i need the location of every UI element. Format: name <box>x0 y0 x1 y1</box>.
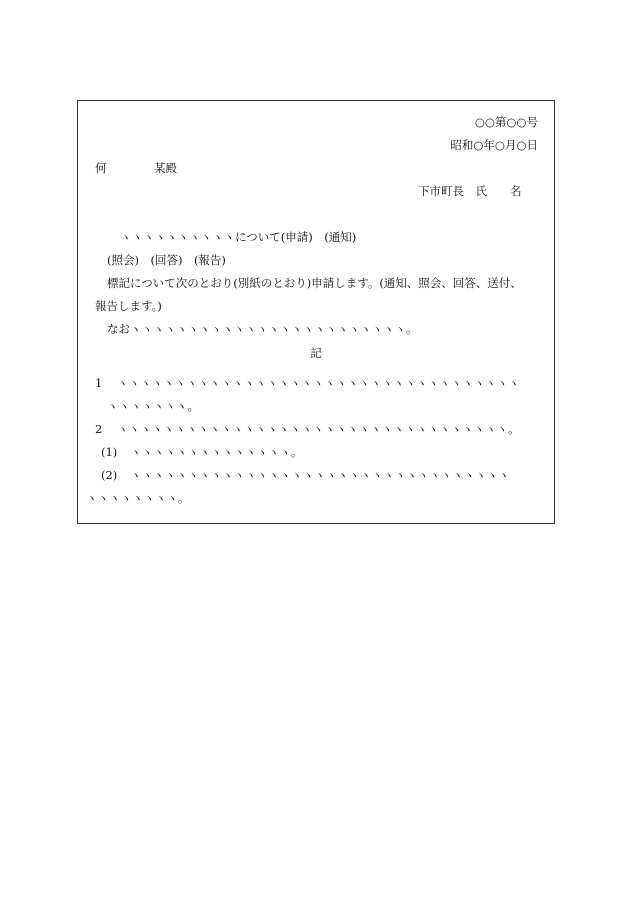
item-2-line-1: ヽヽヽヽヽヽヽヽヽヽヽヽヽヽヽヽヽヽヽヽヽヽヽヽヽヽヽヽヽヽヽヽヽヽ。 <box>117 422 520 436</box>
sender-name: 下市町長 氏 名 <box>418 184 522 198</box>
item-1-number: 1 <box>95 376 103 390</box>
sub-item-2-line-2: ヽヽヽヽヽヽヽヽ。 <box>86 491 190 505</box>
document-date: 昭和○年○月○日 <box>450 138 538 152</box>
sub-item-1-text: ヽヽヽヽヽヽヽヽヽヽヽヽヽヽ。 <box>130 445 303 459</box>
sub-item-2-number: (2) <box>101 468 118 482</box>
subject-line-2: (照会) (回答) (報告) <box>107 253 226 267</box>
item-1-line-1: ヽヽヽヽヽヽヽヽヽヽヽヽヽヽヽヽヽヽヽヽヽヽヽヽヽヽヽヽヽヽヽヽヽヽヽ <box>117 376 520 390</box>
document-number: ○○第○○号 <box>474 115 538 129</box>
ki-heading: 記 <box>310 346 322 360</box>
body-paragraph-1-line-2: 報告します。) <box>95 299 162 313</box>
recipient-suffix: 某殿 <box>154 161 177 175</box>
sub-item-2-line-1: ヽヽヽヽヽヽヽヽヽヽヽヽヽヽヽヽヽヽヽヽヽヽヽヽヽヽヽヽヽヽヽヽヽ <box>130 468 510 482</box>
sub-item-1-number: (1) <box>101 445 118 459</box>
subject-line-1: ヽヽヽヽヽヽヽヽヽヽについて(申請) (通知) <box>120 230 357 244</box>
item-2-number: 2 <box>95 422 103 436</box>
recipient-prefix: 何 <box>95 161 107 175</box>
body-paragraph-1-line-1: 標記について次のとおり(別紙のとおり)申請します。(通知、照会、回答、送付、 <box>107 276 522 290</box>
body-paragraph-2: なおヽヽヽヽヽヽヽヽヽヽヽヽヽヽヽヽヽヽヽヽヽヽヽヽ。 <box>107 322 418 336</box>
item-1-line-2: ヽヽヽヽヽヽヽ。 <box>107 399 199 413</box>
